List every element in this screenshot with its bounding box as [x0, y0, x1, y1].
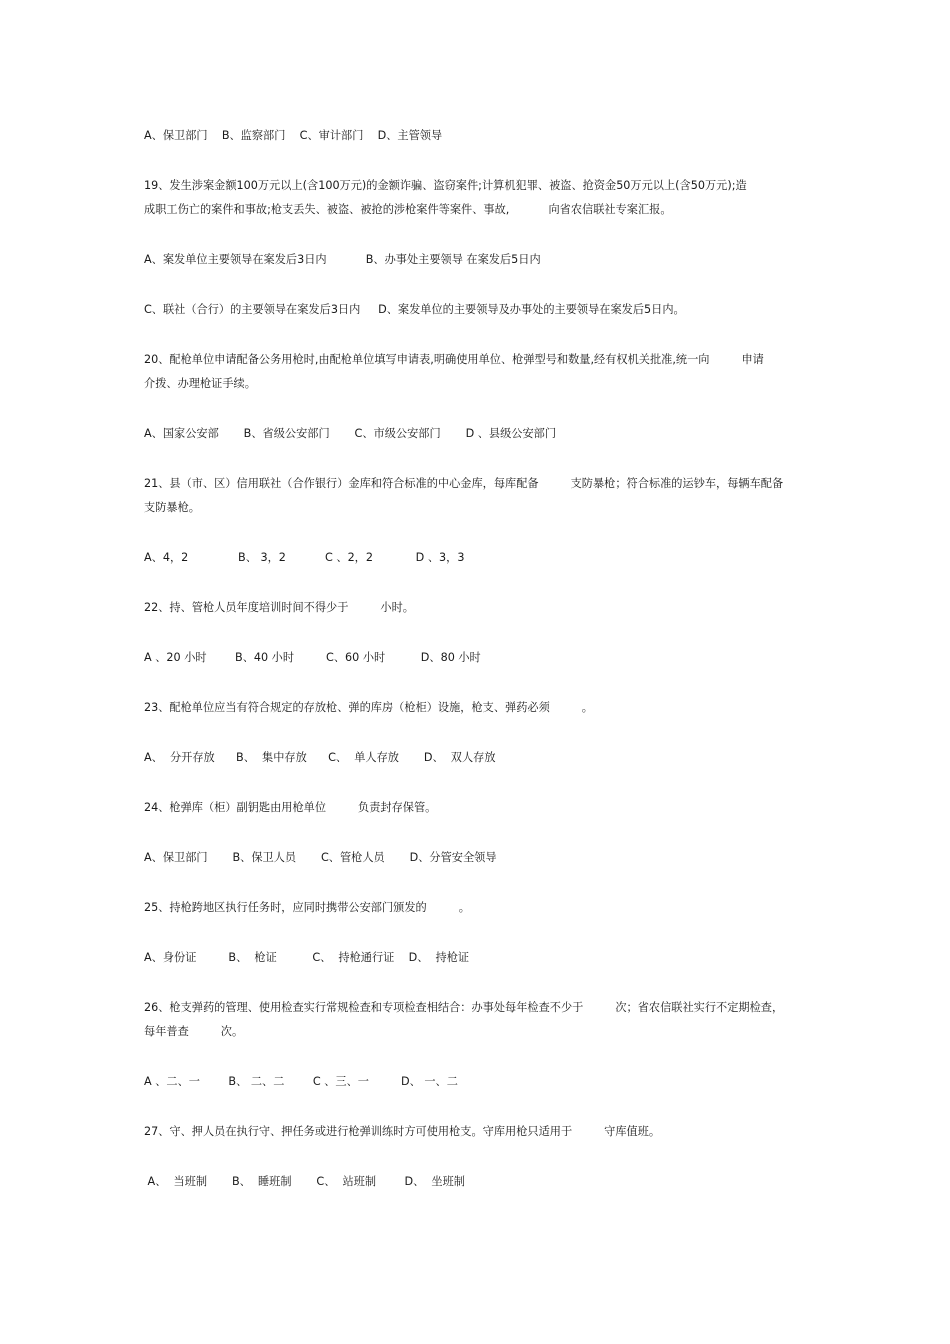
text-line: A、4，2 B、 3，2 C 、2，2 D 、3，3 — [144, 551, 465, 564]
text-line: 介拨、办理枪证手续。 — [144, 377, 256, 390]
paragraph-block — [144, 996, 808, 1044]
paragraph-block — [144, 174, 808, 222]
text-line: 23、配枪单位应当有符合规定的存放枪、弹的库房（枪柜）设施，枪支、弹药必须 。 — [144, 701, 593, 714]
paragraph-block — [144, 472, 808, 520]
text-line: 22、持、管枪人员年度培训时间不得少于 小时。 — [144, 601, 414, 614]
text-line: 21、县（市、区）信用联社（合作银行）金库和符合标准的中心金库，每库配备 支防暴枪；符合标准的运钞车，每辆车配备 — [144, 477, 784, 490]
paragraph-block — [144, 746, 808, 770]
paragraph-block — [144, 348, 808, 396]
text-line: A、国家公安部 B、省级公安部门 C、市级公安部门 D 、县级公安部门 — [144, 427, 557, 440]
text-line: A、保卫部门 B、保卫人员 C、管枪人员 D、分管安全领导 — [144, 851, 497, 864]
paragraph-block — [144, 546, 808, 570]
paragraph-block — [144, 646, 808, 670]
paragraph-block — [144, 696, 808, 720]
paragraph-block — [144, 1170, 808, 1194]
text-line: 19、发生涉案金额100万元以上(含100万元)的金额诈骗、盗窃案件;计算机犯罪、被盗、抢资金50万元以上(含50万元);造 — [144, 179, 747, 192]
text-line: A、 分开存放 B、 集中存放 C、 单人存放 D、 双人存放 — [144, 751, 496, 764]
paragraph-block — [144, 124, 808, 148]
document-content — [144, 124, 808, 1220]
text-line: 每年普查 次。 — [144, 1025, 244, 1038]
text-line: 20、配枪单位申请配备公务用枪时,由配枪单位填写申请表,明确使用单位、枪弹型号和数量,经有权机关批准,统一向 申请 — [144, 353, 764, 366]
text-line: A 、20 小时 B、40 小时 C、60 小时 D、80 小时 — [144, 651, 481, 664]
text-line: 支防暴枪。 — [144, 501, 200, 514]
text-line: A 、二、一 B、 二、二 C 、三、一 D、 一、二 — [144, 1075, 458, 1088]
paragraph-block — [144, 596, 808, 620]
text-line: A、 当班制 B、 睡班制 C、 站班制 D、 坐班制 — [144, 1175, 465, 1188]
paragraph-block — [144, 1070, 808, 1094]
text-line: A、身份证 B、 枪证 C、 持枪通行证 D、 持枪证 — [144, 951, 470, 964]
text-line: 25、持枪跨地区执行任务时，应同时携带公安部门颁发的 。 — [144, 901, 470, 914]
paragraph-block — [144, 846, 808, 870]
text-line: 成职工伤亡的案件和事故;枪支丢失、被盗、被抢的涉枪案件等案件、事故, 向省农信联社专案汇报。 — [144, 203, 672, 216]
paragraph-block — [144, 298, 808, 322]
text-line: A、案发单位主要领导在案发后3日内 B、办事处主要领导 在案发后5日内 — [144, 253, 541, 266]
text-line: A、保卫部门 B、监察部门 C、审计部门 D、主管领导 — [144, 129, 443, 142]
text-line: 26、枪支弹药的管理、使用检查实行常规检查和专项检查相结合：办事处每年检查不少于 次；省农信联社实行不定期检查， — [144, 1001, 784, 1014]
paragraph-block — [144, 422, 808, 446]
text-line: 24、枪弹库（柜）副钥匙由用枪单位 负责封存保管。 — [144, 801, 437, 814]
paragraph-block — [144, 248, 808, 272]
text-line: 27、守、押人员在执行守、押任务或进行枪弹训练时方可使用枪支。守库用枪只适用于 守库值班。 — [144, 1125, 661, 1138]
paragraph-block — [144, 946, 808, 970]
paragraph-block — [144, 796, 808, 820]
paragraph-block — [144, 896, 808, 920]
paragraph-block — [144, 1120, 808, 1144]
text-line: C、联社（合行）的主要领导在案发后3日内 D、案发单位的主要领导及办事处的主要领导在案发后5日内。 — [144, 303, 685, 316]
